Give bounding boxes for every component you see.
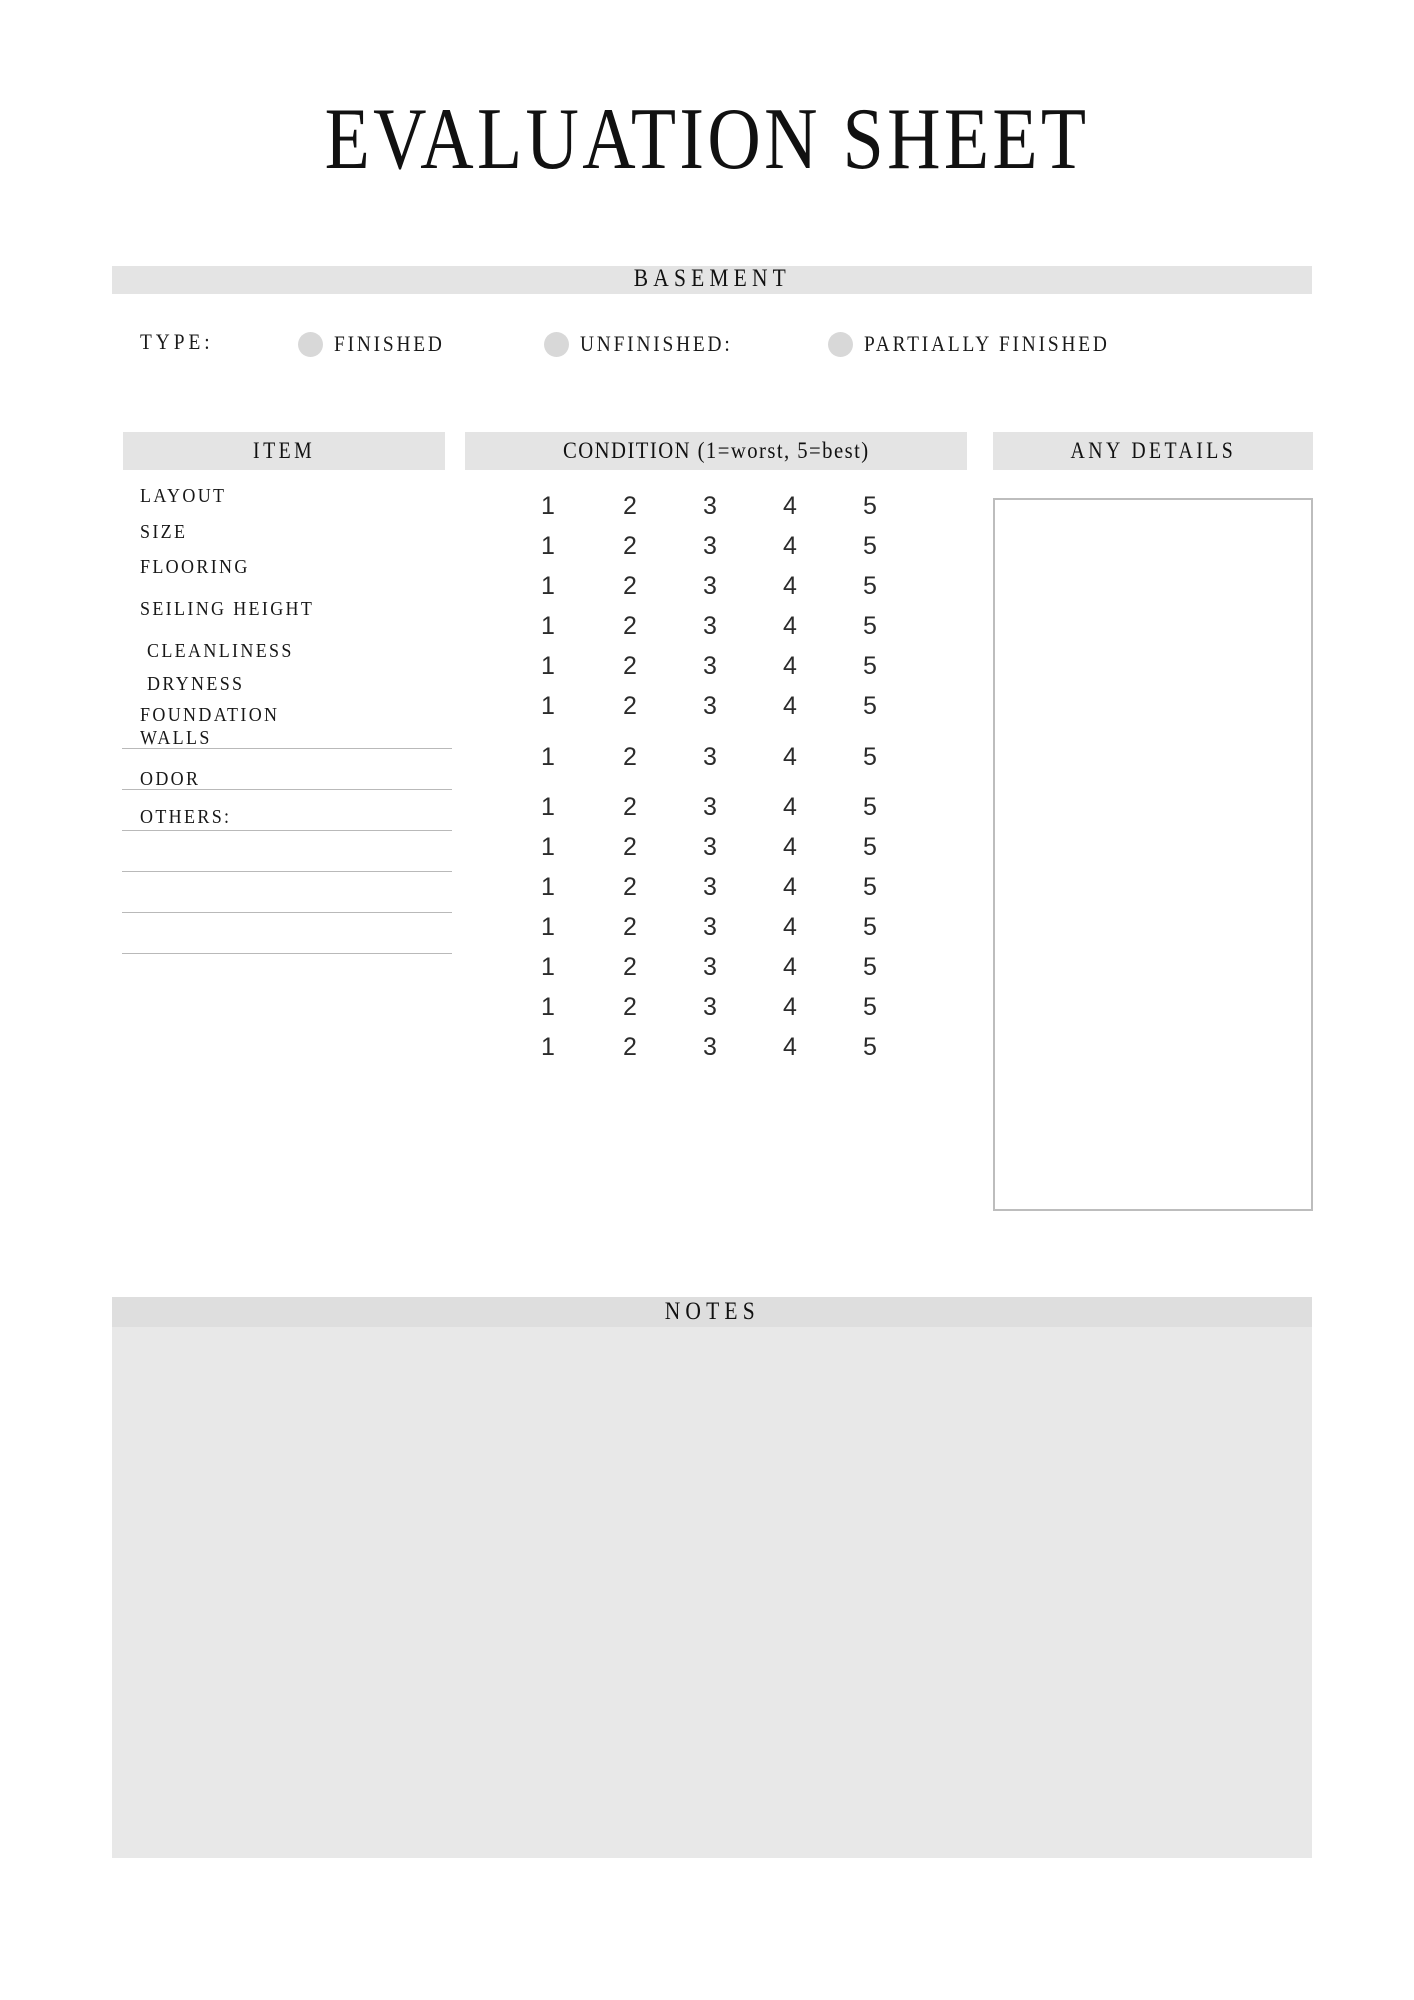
rating-option-5[interactable]: 5	[863, 793, 877, 821]
rating-option-3[interactable]: 3	[703, 793, 717, 821]
rating-row	[465, 572, 967, 600]
notes-input[interactable]	[112, 1327, 1312, 1858]
rating-option-2[interactable]: 2	[623, 572, 637, 600]
rating-option-4[interactable]: 4	[783, 492, 797, 520]
rating-option-3[interactable]: 3	[703, 833, 717, 861]
rating-option-2[interactable]: 2	[623, 993, 637, 1021]
others-write-line[interactable]	[122, 871, 452, 872]
type-option-finished[interactable]	[298, 325, 460, 363]
rating-option-3[interactable]: 3	[703, 612, 717, 640]
rating-option-4[interactable]: 4	[783, 743, 797, 771]
rating-option-3[interactable]: 3	[703, 953, 717, 981]
rating-option-1[interactable]: 1	[541, 1033, 555, 1061]
rating-option-5[interactable]: 5	[863, 953, 877, 981]
rating-option-3[interactable]: 3	[703, 572, 717, 600]
rating-row	[465, 953, 967, 981]
notes-title-text: NOTES	[664, 1298, 760, 1325]
rating-option-3[interactable]: 3	[703, 692, 717, 720]
rating-row	[465, 692, 967, 720]
rating-option-1[interactable]: 1	[541, 793, 555, 821]
rating-option-4[interactable]: 4	[783, 793, 797, 821]
rating-option-1[interactable]: 1	[541, 572, 555, 600]
type-label: TYPE:	[140, 329, 214, 354]
rating-option-4[interactable]: 4	[783, 873, 797, 901]
rating-option-4[interactable]: 4	[783, 612, 797, 640]
rating-option-4[interactable]: 4	[783, 953, 797, 981]
rating-option-5[interactable]: 5	[863, 993, 877, 1021]
item-label: SIZE	[140, 521, 188, 543]
rating-option-5[interactable]: 5	[863, 492, 877, 520]
rating-option-3[interactable]: 3	[703, 913, 717, 941]
others-write-line[interactable]	[122, 912, 452, 913]
rating-option-5[interactable]: 5	[863, 612, 877, 640]
rating-option-3[interactable]: 3	[703, 1033, 717, 1061]
item-label: LAYOUT	[140, 485, 227, 507]
rating-option-2[interactable]: 2	[623, 913, 637, 941]
type-row	[112, 325, 1312, 363]
rating-option-5[interactable]: 5	[863, 833, 877, 861]
rating-option-4[interactable]: 4	[783, 993, 797, 1021]
rating-option-1[interactable]: 1	[541, 692, 555, 720]
others-write-line[interactable]	[122, 789, 452, 790]
rating-row	[465, 612, 967, 640]
column-header-details-label: ANY DETAILS	[1070, 438, 1236, 463]
rating-option-4[interactable]: 4	[783, 572, 797, 600]
rating-option-3[interactable]: 3	[703, 532, 717, 560]
rating-option-2[interactable]: 2	[623, 692, 637, 720]
item-label: FOUNDATION WALLS	[140, 704, 280, 750]
type-option-label: UNFINISHED:	[580, 331, 733, 356]
others-write-line[interactable]	[122, 830, 452, 831]
item-label: ODOR	[140, 768, 201, 790]
rating-row	[465, 743, 967, 771]
rating-option-1[interactable]: 1	[541, 532, 555, 560]
item-label: SEILING HEIGHT	[140, 598, 315, 620]
column-header-details	[993, 432, 1313, 470]
rating-option-3[interactable]: 3	[703, 743, 717, 771]
rating-option-1[interactable]: 1	[541, 953, 555, 981]
rating-option-1[interactable]: 1	[541, 743, 555, 771]
section-title-text: BASEMENT	[633, 265, 791, 292]
type-option-label: FINISHED	[334, 331, 445, 356]
rating-option-2[interactable]: 2	[623, 532, 637, 560]
column-header-item	[123, 432, 445, 470]
item-label: CLEANLINESS	[147, 640, 294, 662]
rating-option-2[interactable]: 2	[623, 833, 637, 861]
rating-option-2[interactable]: 2	[623, 612, 637, 640]
page-title: EVALUATION SHEET	[324, 91, 1090, 188]
rating-option-5[interactable]: 5	[863, 913, 877, 941]
item-label: FLOORING	[140, 556, 250, 578]
rating-option-5[interactable]: 5	[863, 532, 877, 560]
column-header-condition	[465, 432, 967, 470]
rating-row	[465, 873, 967, 901]
rating-option-4[interactable]: 4	[783, 1033, 797, 1061]
radio-circle-icon[interactable]	[828, 332, 853, 357]
rating-row	[465, 652, 967, 680]
rating-option-1[interactable]: 1	[541, 833, 555, 861]
item-label: DRYNESS	[147, 673, 245, 695]
rating-option-2[interactable]: 2	[623, 793, 637, 821]
notes-title-band	[112, 1297, 1312, 1327]
radio-circle-icon[interactable]	[298, 332, 323, 357]
rating-option-1[interactable]: 1	[541, 873, 555, 901]
rating-option-3[interactable]: 3	[703, 652, 717, 680]
others-write-line[interactable]	[122, 748, 452, 749]
rating-option-4[interactable]: 4	[783, 652, 797, 680]
rating-option-5[interactable]: 5	[863, 743, 877, 771]
rating-option-2[interactable]: 2	[623, 1033, 637, 1061]
column-header-condition-label: CONDITION (1=worst, 5=best)	[562, 438, 870, 463]
rating-option-5[interactable]: 5	[863, 652, 877, 680]
rating-option-4[interactable]: 4	[783, 532, 797, 560]
rating-option-3[interactable]: 3	[703, 492, 717, 520]
rating-option-5[interactable]: 5	[863, 873, 877, 901]
rating-option-1[interactable]: 1	[541, 913, 555, 941]
rating-option-2[interactable]: 2	[623, 953, 637, 981]
rating-option-3[interactable]: 3	[703, 873, 717, 901]
any-details-input[interactable]	[993, 498, 1313, 1211]
rating-row	[465, 993, 967, 1021]
rating-row	[465, 793, 967, 821]
rating-option-4[interactable]: 4	[783, 913, 797, 941]
type-option-partially-finished[interactable]	[828, 325, 1143, 363]
rating-option-4[interactable]: 4	[783, 692, 797, 720]
rating-option-1[interactable]: 1	[541, 652, 555, 680]
rating-row	[465, 492, 967, 520]
rating-row	[465, 1033, 967, 1061]
column-header-item-label: ITEM	[252, 438, 316, 463]
rating-option-5[interactable]: 5	[863, 572, 877, 600]
type-option-unfinished[interactable]	[544, 325, 753, 363]
radio-circle-icon[interactable]	[544, 332, 569, 357]
rating-option-1[interactable]: 1	[541, 993, 555, 1021]
rating-option-5[interactable]: 5	[863, 692, 877, 720]
type-option-label: PARTIALLY FINISHED	[864, 331, 1110, 356]
rating-option-1[interactable]: 1	[541, 612, 555, 640]
rating-option-3[interactable]: 3	[703, 993, 717, 1021]
section-title-band	[112, 266, 1312, 294]
rating-option-2[interactable]: 2	[623, 873, 637, 901]
others-write-line[interactable]	[122, 953, 452, 954]
rating-option-4[interactable]: 4	[783, 833, 797, 861]
rating-option-2[interactable]: 2	[623, 652, 637, 680]
rating-option-1[interactable]: 1	[541, 492, 555, 520]
rating-option-5[interactable]: 5	[863, 1033, 877, 1061]
rating-row	[465, 532, 967, 560]
rating-row	[465, 913, 967, 941]
rating-option-2[interactable]: 2	[623, 492, 637, 520]
item-label: OTHERS:	[140, 806, 232, 828]
rating-option-2[interactable]: 2	[623, 743, 637, 771]
rating-row	[465, 833, 967, 861]
